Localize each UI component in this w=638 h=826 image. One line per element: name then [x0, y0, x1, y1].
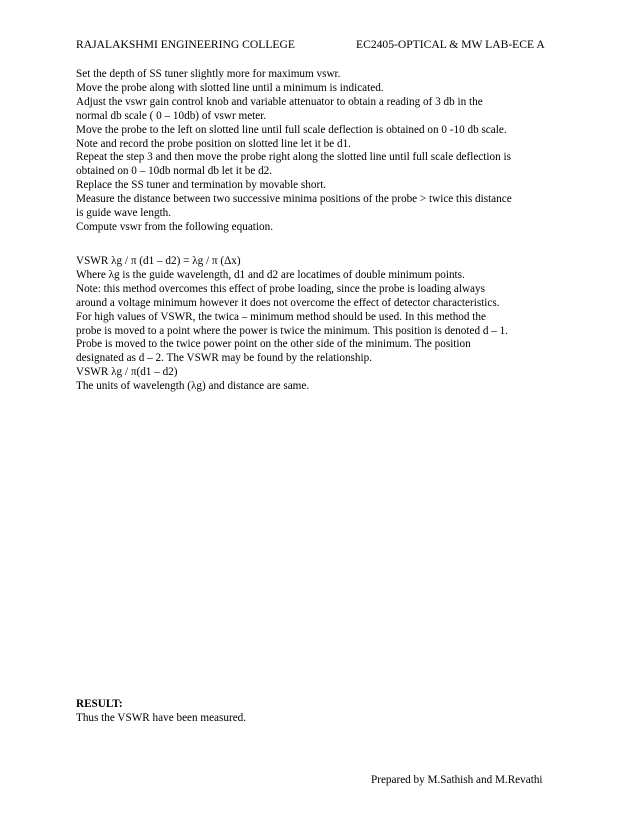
text-line: Replace the SS tuner and termination by movable short. [76, 179, 327, 192]
text-line: Note: this method overcomes this effect of probe loading, since the probe is loading always [76, 282, 485, 295]
text-line: Measure the distance between two successive minima positions of the probe > twice this distance [76, 193, 512, 206]
college-name: RAJALAKSHMI ENGINEERING COLLEGE [76, 38, 295, 51]
text-line: For high values of VSWR, the twica – minimum method should be used. In this method the [76, 310, 486, 323]
text-line: VSWR λg / π (d1 – d2) = λg / π (Δx) [76, 255, 241, 267]
result-heading: RESULT: [76, 698, 123, 710]
procedure-steps [76, 68, 566, 235]
result-section [76, 698, 566, 726]
text-line: designated as d – 2. The VSWR may be found by the relationship. [76, 352, 373, 365]
formula-section [76, 255, 566, 394]
text-line: probe is moved to a point where the power is twice the minimum. This position is denoted d – 1. [76, 324, 509, 337]
text-line: Note and record the probe position on slotted line let it be d1. [76, 137, 351, 150]
text-line: Set the depth of SS tuner slightly more for maximum vswr. [76, 68, 341, 80]
text-line: Compute vswr from the following equation. [76, 220, 273, 233]
text-line: VSWR λg / π(d1 – d2) [76, 366, 178, 379]
lab-title: EC2405-OPTICAL & MW LAB-ECE A [356, 38, 545, 51]
text-line: Move the probe to the left on slotted line until full scale deflection is obtained on 0 -10 db scale. [76, 123, 507, 136]
text-line: normal db scale ( 0 – 10db) of vswr meter. [76, 109, 267, 122]
text-line: Repeat the step 3 and then move the probe right along the slotted line until full scale deflection is [76, 151, 511, 164]
text-line: The units of wavelength (λg) and distance are same. [76, 380, 310, 393]
text-line: obtained on 0 – 10db normal db let it be d2. [76, 165, 273, 178]
text-line: Adjust the vswr gain control knob and variable attenuator to obtain a reading of 3 db in the [76, 95, 483, 108]
text-line: around a voltage minimum however it does not overcome the effect of detector characteristics. [76, 296, 500, 309]
result-text: Thus the VSWR have been measured. [76, 711, 247, 724]
text-line: Move the probe along with slotted line until a minimum is indicated. [76, 81, 384, 94]
page-header [76, 37, 564, 53]
text-line: Probe is moved to the twice power point on the other side of the minimum. The position [76, 338, 471, 351]
text-line: is guide wave length. [76, 207, 172, 220]
prepared-by: Prepared by M.Sathish and M.Revathi [371, 774, 543, 786]
text-line: Where λg is the guide wavelength, d1 and d2 are locatimes of double minimum points. [76, 268, 465, 281]
